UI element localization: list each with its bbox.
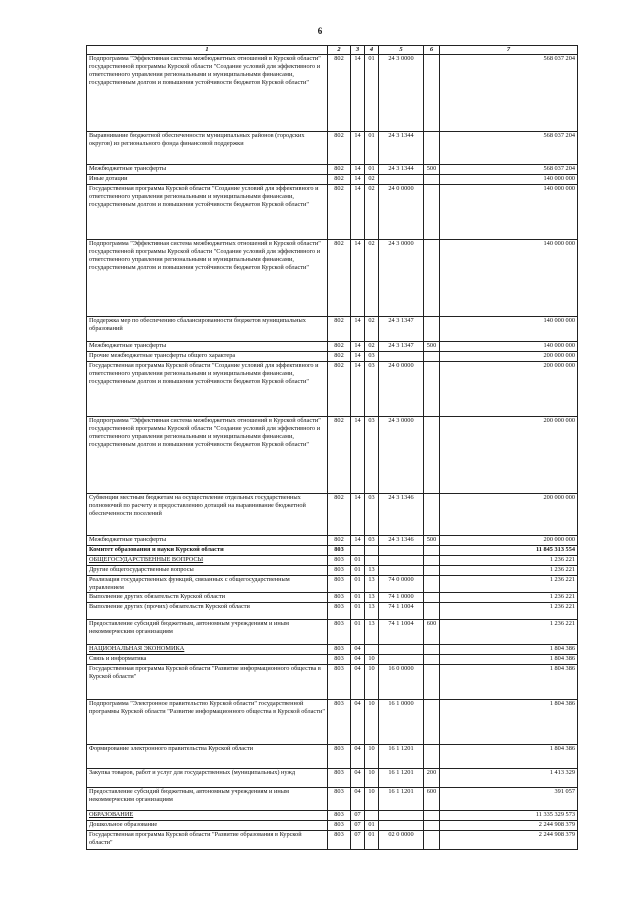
cell-pr <box>365 811 379 821</box>
cell-vr: 200 <box>424 769 440 788</box>
cell-amount: 140 000 000 <box>440 317 578 342</box>
cell-csr: 74 0 0000 <box>379 576 424 593</box>
cell-amount: 1 413 329 <box>440 769 578 788</box>
cell-csr: 24 0 0000 <box>379 362 424 417</box>
cell-amount: 391 057 <box>440 788 578 811</box>
header-cell-7: 7 <box>440 46 578 55</box>
cell-pr: 13 <box>365 603 379 620</box>
cell-pr: 01 <box>365 165 379 175</box>
cell-rz: 14 <box>351 342 365 352</box>
cell-gr: 803 <box>328 546 351 556</box>
cell-csr: 24 3 1346 <box>379 536 424 546</box>
cell-name: Поддержка мер по обеспечению сбалансированности бюджетов муниципальных образований <box>87 317 328 342</box>
cell-rz: 14 <box>351 352 365 362</box>
cell-amount: 2 244 908 379 <box>440 831 578 850</box>
cell-name: Формирование электронного правительства Курской области <box>87 745 328 769</box>
table-row <box>87 132 578 165</box>
cell-csr: 74 1 1004 <box>379 620 424 645</box>
cell-vr <box>424 417 440 494</box>
cell-gr: 803 <box>328 700 351 745</box>
cell-pr: 02 <box>365 175 379 185</box>
cell-vr <box>424 831 440 850</box>
cell-gr: 803 <box>328 593 351 603</box>
cell-csr <box>379 655 424 665</box>
table-row <box>87 655 578 665</box>
cell-pr: 13 <box>365 576 379 593</box>
cell-vr: 500 <box>424 536 440 546</box>
cell-csr: 24 3 1346 <box>379 494 424 536</box>
cell-rz: 14 <box>351 536 365 546</box>
cell-csr: 24 3 0000 <box>379 417 424 494</box>
cell-csr <box>379 566 424 576</box>
cell-rz: 04 <box>351 769 365 788</box>
cell-amount: 140 000 000 <box>440 185 578 240</box>
cell-csr <box>379 821 424 831</box>
cell-pr: 03 <box>365 536 379 546</box>
cell-csr: 24 3 1347 <box>379 317 424 342</box>
cell-name: Государственная программа Курской области "Развитие образования в Курской области" <box>87 831 328 850</box>
cell-vr <box>424 745 440 769</box>
cell-gr: 802 <box>328 417 351 494</box>
cell-csr: 24 3 0000 <box>379 240 424 317</box>
cell-vr: 600 <box>424 788 440 811</box>
cell-name: ОБРАЗОВАНИЕ <box>87 811 328 821</box>
table-row <box>87 317 578 342</box>
cell-name: Субвенции местным бюджетам на осуществление отдельных государственных полномочий по расчету и предоставлению дотаций на выравнивание бюджетной обеспеченности поселений <box>87 494 328 536</box>
cell-amount: 568 037 204 <box>440 165 578 175</box>
table-row <box>87 55 578 132</box>
cell-gr: 802 <box>328 352 351 362</box>
table-row <box>87 566 578 576</box>
cell-vr <box>424 593 440 603</box>
cell-gr: 803 <box>328 576 351 593</box>
table-row <box>87 769 578 788</box>
cell-pr: 10 <box>365 769 379 788</box>
cell-gr: 803 <box>328 745 351 769</box>
cell-pr: 01 <box>365 55 379 132</box>
table-row <box>87 811 578 821</box>
cell-name: Государственная программа Курской области "Создание условий для эффективного и ответственного управления региональными и муниципальными финансами, государственным долгом и повышения устойчивости бюджетов Курской области" <box>87 185 328 240</box>
cell-pr <box>365 556 379 566</box>
table-row <box>87 342 578 352</box>
cell-name: Дошкольное образование <box>87 821 328 831</box>
cell-vr <box>424 494 440 536</box>
header-cell-6: 6 <box>424 46 440 55</box>
cell-pr: 01 <box>365 821 379 831</box>
cell-name: Подпрограмма "Эффективная система межбюджетных отношений в Курской области" государственной программы Курской области "Создание условий для эффективного и ответственного управления региональными и муниципальными финансами, государственным долгом и повышения устойчивости бюджетов Курской области" <box>87 240 328 317</box>
table-row <box>87 700 578 745</box>
cell-gr: 802 <box>328 185 351 240</box>
cell-name: Межбюджетные трансферты <box>87 536 328 546</box>
cell-gr: 803 <box>328 821 351 831</box>
header-cell-3: 3 <box>351 46 365 55</box>
cell-name: Выполнение других обязательств Курской области <box>87 593 328 603</box>
header-cell-1: 1 <box>87 46 328 55</box>
cell-vr <box>424 362 440 417</box>
cell-vr <box>424 132 440 165</box>
cell-pr: 03 <box>365 362 379 417</box>
cell-amount: 568 037 204 <box>440 55 578 132</box>
cell-pr: 13 <box>365 593 379 603</box>
cell-csr <box>379 556 424 566</box>
cell-pr: 02 <box>365 240 379 317</box>
cell-name: Закупка товаров, работ и услуг для государственных (муниципальных) нужд <box>87 769 328 788</box>
table-row <box>87 417 578 494</box>
cell-name: Иные дотации <box>87 175 328 185</box>
cell-rz: 04 <box>351 700 365 745</box>
cell-amount: 140 000 000 <box>440 342 578 352</box>
table-row <box>87 745 578 769</box>
cell-rz: 14 <box>351 240 365 317</box>
cell-amount: 1 236 221 <box>440 593 578 603</box>
table-row <box>87 831 578 850</box>
cell-vr <box>424 665 440 700</box>
cell-pr: 03 <box>365 494 379 536</box>
table-body <box>87 46 578 850</box>
cell-vr <box>424 185 440 240</box>
cell-name: Выравнивание бюджетной обеспеченности муниципальных районов (городских округов) из регионального фонда финансовой поддержки <box>87 132 328 165</box>
cell-rz: 14 <box>351 317 365 342</box>
cell-gr: 803 <box>328 603 351 620</box>
cell-vr <box>424 576 440 593</box>
cell-gr: 802 <box>328 342 351 352</box>
table-row <box>87 175 578 185</box>
cell-name: Реализация государственных функций, связанных с общегосударственным управлением <box>87 576 328 593</box>
cell-gr: 802 <box>328 55 351 132</box>
cell-rz: 01 <box>351 566 365 576</box>
cell-gr: 802 <box>328 494 351 536</box>
table-row <box>87 576 578 593</box>
cell-amount: 1 804 386 <box>440 655 578 665</box>
header-cell-5: 5 <box>379 46 424 55</box>
cell-csr: 02 0 0000 <box>379 831 424 850</box>
table-row <box>87 362 578 417</box>
cell-amount: 200 000 000 <box>440 362 578 417</box>
cell-rz: 07 <box>351 831 365 850</box>
header-cell-2: 2 <box>328 46 351 55</box>
cell-csr <box>379 352 424 362</box>
cell-vr <box>424 821 440 831</box>
cell-rz: 01 <box>351 576 365 593</box>
cell-rz: 14 <box>351 185 365 240</box>
cell-pr: 10 <box>365 745 379 769</box>
cell-pr: 10 <box>365 700 379 745</box>
cell-vr <box>424 175 440 185</box>
cell-name: Межбюджетные трансферты <box>87 342 328 352</box>
cell-pr: 01 <box>365 831 379 850</box>
cell-gr: 803 <box>328 665 351 700</box>
cell-pr <box>365 546 379 556</box>
cell-gr: 803 <box>328 645 351 655</box>
cell-csr: 24 0 0000 <box>379 185 424 240</box>
table-row <box>87 593 578 603</box>
cell-amount: 200 000 000 <box>440 417 578 494</box>
table-row <box>87 165 578 175</box>
cell-gr: 802 <box>328 362 351 417</box>
cell-amount: 200 000 000 <box>440 352 578 362</box>
table-row <box>87 536 578 546</box>
table-row <box>87 665 578 700</box>
cell-csr: 16 1 1201 <box>379 745 424 769</box>
cell-rz: 14 <box>351 417 365 494</box>
cell-name: ОБЩЕГОСУДАРСТВЕННЫЕ ВОПРОСЫ <box>87 556 328 566</box>
cell-rz: 04 <box>351 788 365 811</box>
cell-name: Другие общегосударственные вопросы <box>87 566 328 576</box>
cell-rz: 01 <box>351 593 365 603</box>
cell-vr <box>424 352 440 362</box>
cell-csr: 24 3 0000 <box>379 55 424 132</box>
cell-pr: 13 <box>365 620 379 645</box>
cell-pr: 01 <box>365 132 379 165</box>
cell-vr <box>424 811 440 821</box>
cell-name: Подпрограмма "Эффективная система межбюджетных отношений в Курской области" государственной программы Курской области "Создание условий для эффективного и ответственного управления региональными и муниципальными финансами, государственным долгом и повышения устойчивости бюджетов Курской области" <box>87 417 328 494</box>
cell-pr: 02 <box>365 317 379 342</box>
cell-csr: 16 1 0000 <box>379 700 424 745</box>
cell-pr: 02 <box>365 185 379 240</box>
budget-table <box>86 45 578 850</box>
cell-amount: 2 244 908 379 <box>440 821 578 831</box>
table-row <box>87 788 578 811</box>
cell-csr: 16 1 1201 <box>379 788 424 811</box>
cell-name: Предоставление субсидий бюджетным, автономным учреждениям и иным некоммерческим организациям <box>87 788 328 811</box>
table-row <box>87 821 578 831</box>
table-row <box>87 494 578 536</box>
cell-vr <box>424 556 440 566</box>
cell-csr <box>379 645 424 655</box>
cell-csr: 24 3 1347 <box>379 342 424 352</box>
cell-vr <box>424 655 440 665</box>
cell-name: Государственная программа Курской области "Создание условий для эффективного и ответственного управления региональными и муниципальными финансами, государственным долгом и повышения устойчивости бюджетов Курской области" <box>87 362 328 417</box>
cell-vr: 500 <box>424 342 440 352</box>
cell-amount: 1 804 386 <box>440 745 578 769</box>
cell-amount: 1 236 221 <box>440 603 578 620</box>
cell-rz: 14 <box>351 55 365 132</box>
table-row <box>87 556 578 566</box>
cell-rz: 01 <box>351 620 365 645</box>
cell-amount: 1 236 221 <box>440 556 578 566</box>
table-row <box>87 603 578 620</box>
cell-name: НАЦИОНАЛЬНАЯ ЭКОНОМИКА <box>87 645 328 655</box>
cell-amount: 568 037 204 <box>440 132 578 165</box>
cell-pr <box>365 645 379 655</box>
cell-amount: 1 804 386 <box>440 645 578 655</box>
cell-rz: 01 <box>351 603 365 620</box>
cell-csr: 16 1 1201 <box>379 769 424 788</box>
cell-pr: 13 <box>365 566 379 576</box>
cell-name: Связь и информатика <box>87 655 328 665</box>
cell-vr: 600 <box>424 620 440 645</box>
cell-vr <box>424 566 440 576</box>
cell-gr: 802 <box>328 240 351 317</box>
cell-pr: 03 <box>365 417 379 494</box>
cell-amount: 1 804 386 <box>440 700 578 745</box>
header-cell-4: 4 <box>365 46 379 55</box>
cell-rz: 01 <box>351 556 365 566</box>
cell-name: Выполнение других (прочих) обязательств Курской области <box>87 603 328 620</box>
cell-vr <box>424 645 440 655</box>
cell-csr: 24 3 1344 <box>379 132 424 165</box>
cell-vr <box>424 603 440 620</box>
table-row <box>87 240 578 317</box>
cell-rz: 14 <box>351 175 365 185</box>
cell-gr: 802 <box>328 536 351 546</box>
cell-rz: 04 <box>351 645 365 655</box>
cell-pr: 10 <box>365 788 379 811</box>
cell-csr: 74 1 1004 <box>379 603 424 620</box>
cell-gr: 803 <box>328 556 351 566</box>
cell-pr: 03 <box>365 352 379 362</box>
table-row <box>87 645 578 655</box>
cell-gr: 802 <box>328 175 351 185</box>
cell-gr: 803 <box>328 831 351 850</box>
cell-csr: 16 0 0000 <box>379 665 424 700</box>
cell-rz: 14 <box>351 132 365 165</box>
cell-vr <box>424 546 440 556</box>
cell-csr <box>379 175 424 185</box>
cell-amount: 11 335 329 573 <box>440 811 578 821</box>
cell-csr: 24 3 1344 <box>379 165 424 175</box>
cell-gr: 803 <box>328 566 351 576</box>
cell-vr: 500 <box>424 165 440 175</box>
cell-gr: 803 <box>328 655 351 665</box>
cell-name: Предоставление субсидий бюджетным, автономным учреждениям и иным некоммерческим организациям <box>87 620 328 645</box>
cell-rz: 14 <box>351 165 365 175</box>
cell-vr <box>424 55 440 132</box>
cell-vr <box>424 240 440 317</box>
cell-csr: 74 1 0000 <box>379 593 424 603</box>
cell-rz: 07 <box>351 811 365 821</box>
cell-amount: 200 000 000 <box>440 536 578 546</box>
cell-amount: 140 000 000 <box>440 175 578 185</box>
cell-amount: 140 000 000 <box>440 240 578 317</box>
header-row <box>87 46 578 55</box>
cell-gr: 803 <box>328 769 351 788</box>
cell-gr: 803 <box>328 811 351 821</box>
cell-gr: 802 <box>328 317 351 342</box>
table-row <box>87 620 578 645</box>
cell-gr: 802 <box>328 165 351 175</box>
cell-rz: 04 <box>351 745 365 769</box>
cell-name: Межбюджетные трансферты <box>87 165 328 175</box>
cell-pr: 02 <box>365 342 379 352</box>
cell-pr: 10 <box>365 655 379 665</box>
cell-gr: 803 <box>328 620 351 645</box>
cell-csr <box>379 546 424 556</box>
table-row <box>87 352 578 362</box>
table-row <box>87 185 578 240</box>
cell-vr <box>424 317 440 342</box>
cell-rz: 14 <box>351 494 365 536</box>
cell-rz: 14 <box>351 362 365 417</box>
cell-name: Комитет образования и науки Курской области <box>87 546 328 556</box>
table-row <box>87 546 578 556</box>
cell-amount: 1 236 221 <box>440 620 578 645</box>
page-number: 6 <box>317 26 323 36</box>
cell-name: Прочие межбюджетные трансферты общего характера <box>87 352 328 362</box>
cell-rz <box>351 546 365 556</box>
cell-pr: 10 <box>365 665 379 700</box>
cell-vr <box>424 700 440 745</box>
cell-amount: 1 236 221 <box>440 576 578 593</box>
cell-gr: 803 <box>328 788 351 811</box>
cell-name: Подпрограмма "Эффективная система межбюджетных отношений в Курской области" государственной программы Курской области "Создание условий для эффективного и ответственного управления региональными и муниципальными финансами, государственным долгом и повышения устойчивости бюджетов Курской области" <box>87 55 328 132</box>
cell-amount: 200 000 000 <box>440 494 578 536</box>
cell-amount: 1 236 221 <box>440 566 578 576</box>
cell-rz: 04 <box>351 665 365 700</box>
cell-name: Подпрограмма "Электронное правительство Курской области" государственной программы Курской области "Развитие информационного общества в Курской области" <box>87 700 328 745</box>
cell-rz: 07 <box>351 821 365 831</box>
cell-gr: 802 <box>328 132 351 165</box>
cell-csr <box>379 811 424 821</box>
cell-amount: 1 804 386 <box>440 665 578 700</box>
cell-rz: 04 <box>351 655 365 665</box>
cell-amount: 11 845 313 554 <box>440 546 578 556</box>
cell-name: Государственная программа Курской области "Развитие информационного общества в Курской области" <box>87 665 328 700</box>
